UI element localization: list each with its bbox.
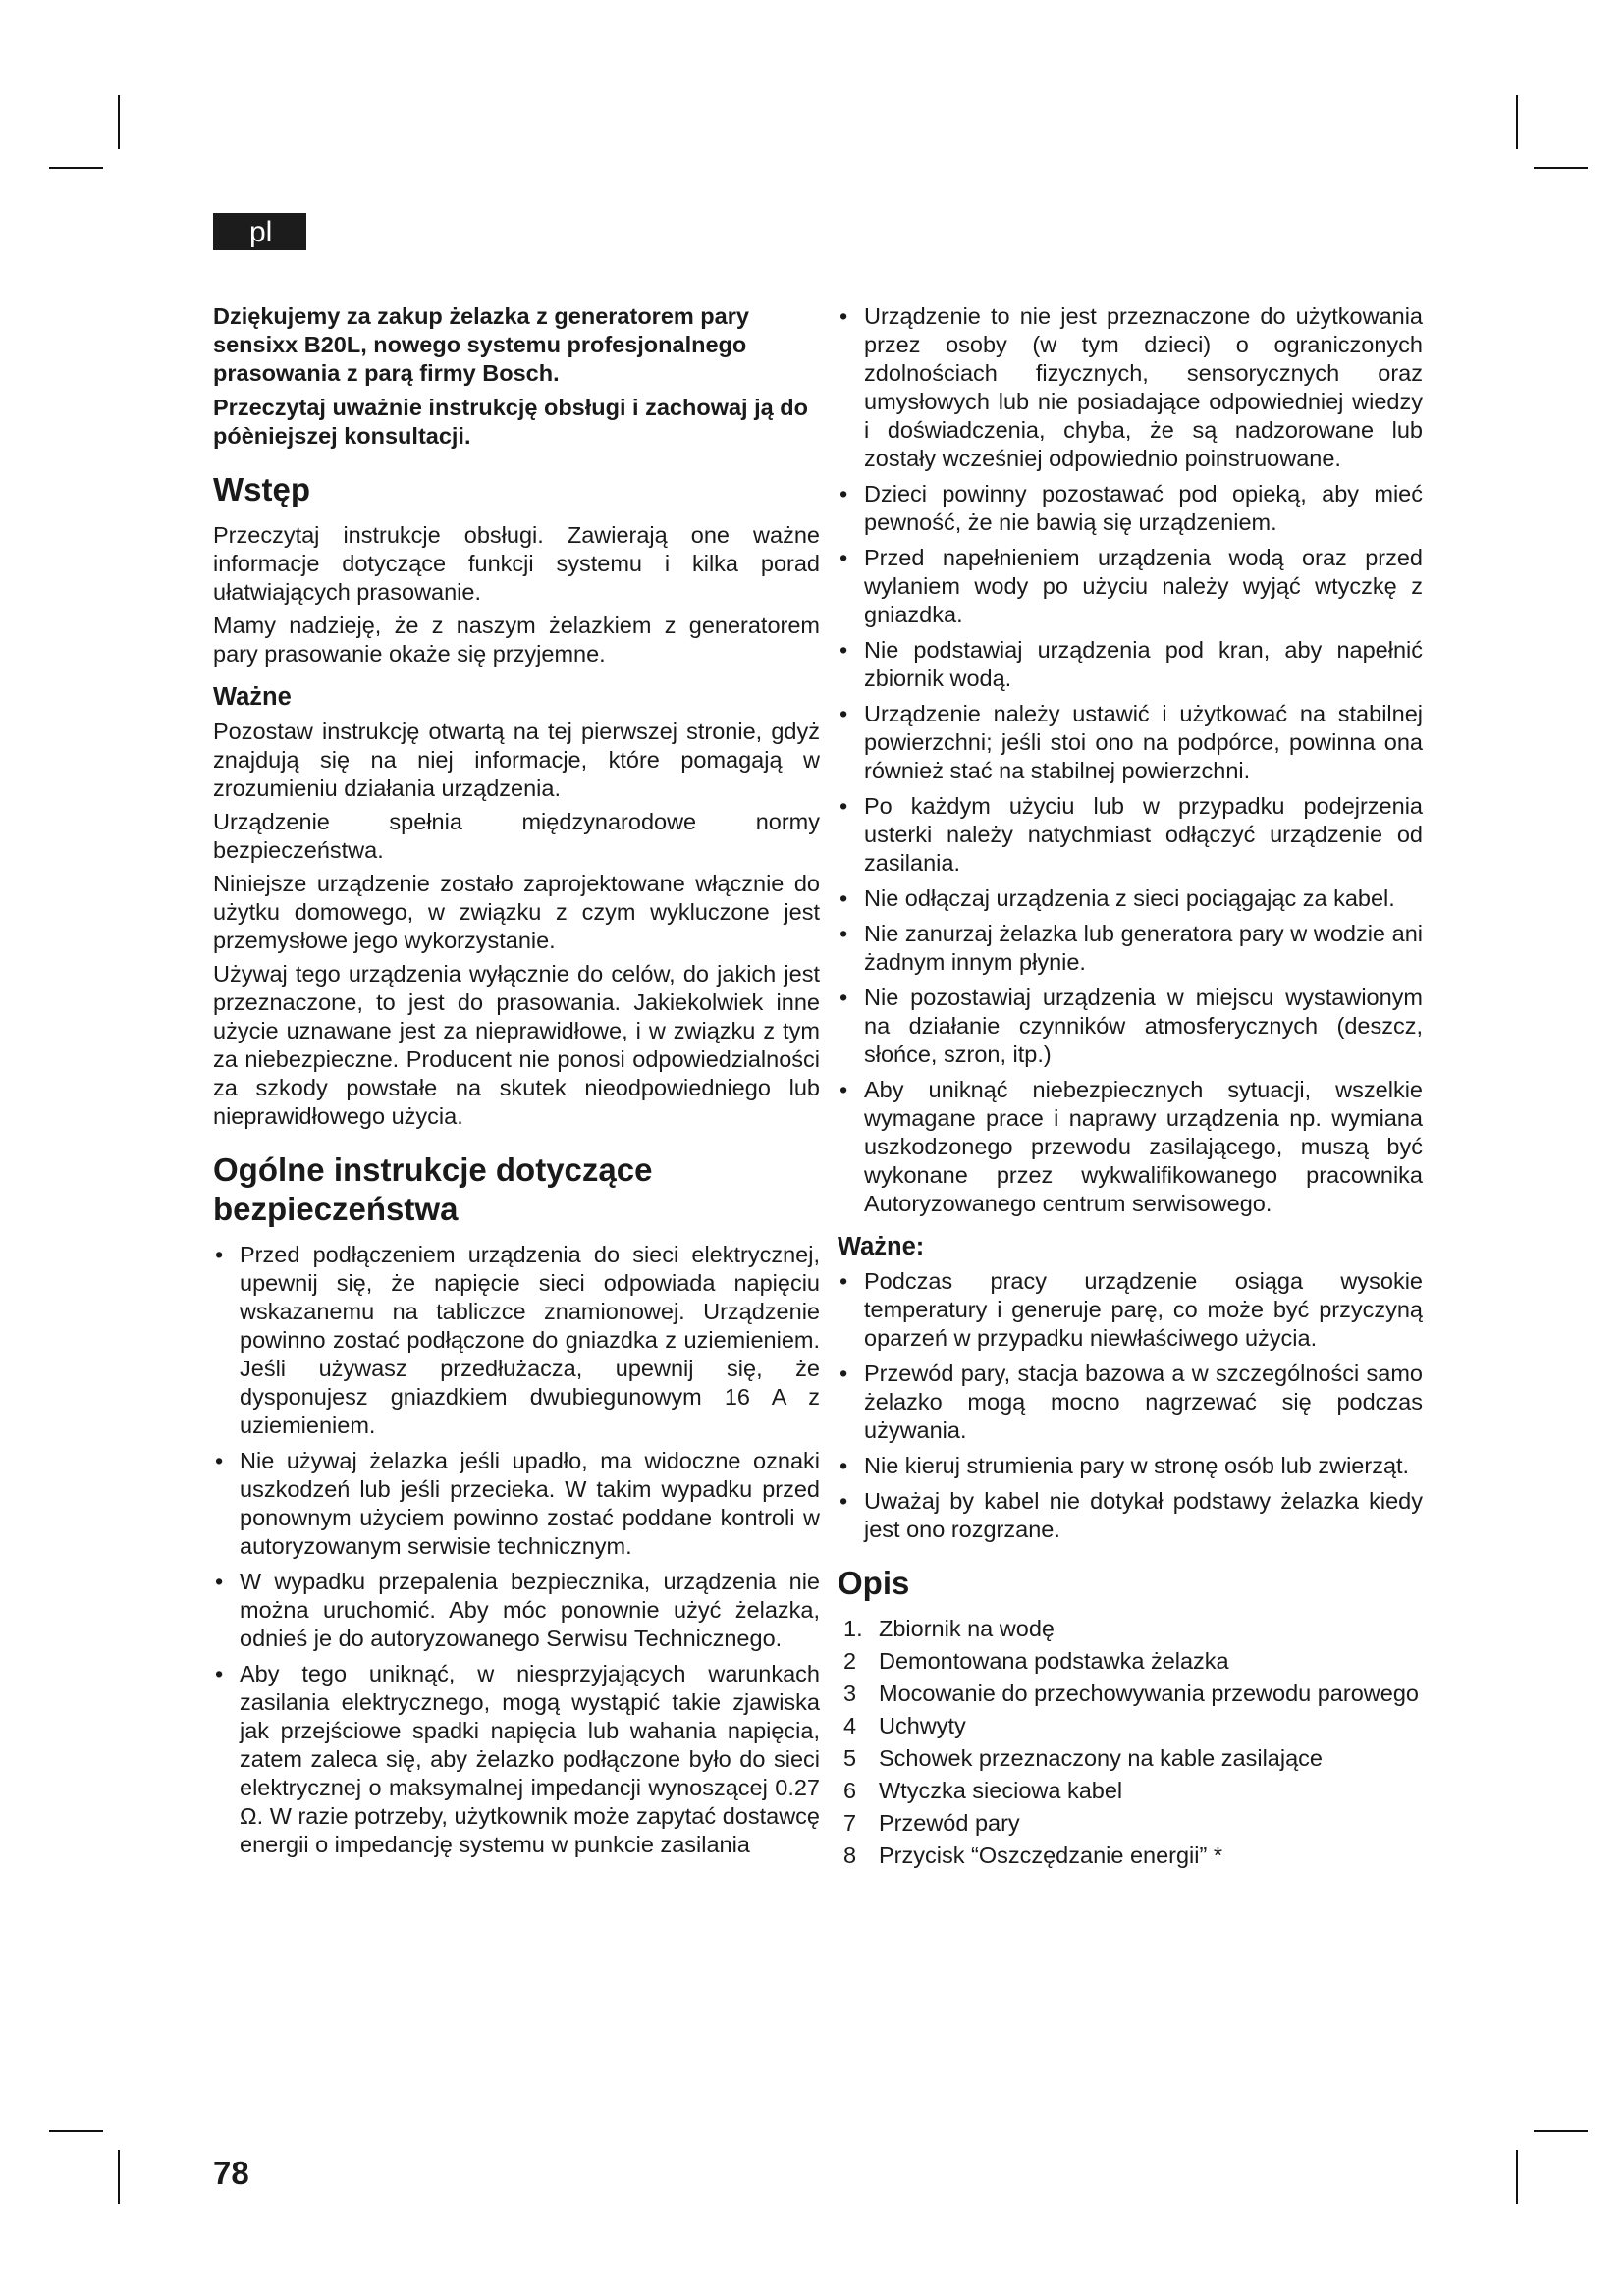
- section-heading-opis: Opis: [838, 1565, 910, 1601]
- crop-mark: [1534, 2130, 1588, 2132]
- right-column: [838, 302, 1423, 1874]
- parts-list-item: 1. Zbiornik na wodę: [843, 1616, 1055, 1641]
- wstep-paragraph: Mamy nadzieję, że z naszym żelazkiem z generatorem pary prasowanie okaże się przyjemne.: [213, 613, 820, 667]
- wazne-list: [838, 1267, 1423, 1544]
- bullet-icon: •: [215, 1448, 224, 1473]
- bullet-icon: •: [839, 545, 848, 570]
- bullet-icon: •: [839, 1077, 848, 1102]
- section-heading-wstep: Wstęp: [213, 471, 310, 507]
- wazne-paragraph: Urządzenie spełnia międzynarodowe normy bezpieczeństwa.: [213, 809, 820, 863]
- section-heading-safety: Ogólne instrukcje dotyczące bezpieczeństwa: [213, 1151, 653, 1227]
- list-item: • Nie podstawiaj urządzenia pod kran, aby napełnić zbiornik wodą.: [839, 637, 1423, 691]
- bullet-icon: •: [215, 1242, 224, 1267]
- wazne-paragraph: Pozostaw instrukcję otwartą na tej pierwszej stronie, gdyż znajdują się na niej informacje, które pomagają w zrozumieniu działania urządzenia.: [213, 719, 820, 801]
- crop-mark: [49, 167, 103, 169]
- intro-thanks: Dziękujemy za zakup żelazka z generatorem pary sensixx B20L, nowego systemu profesjonalnego prasowania z parą firmy Bosch.: [213, 303, 749, 386]
- bullet-icon: •: [215, 1569, 224, 1594]
- left-column: [213, 302, 820, 1866]
- crop-mark: [1516, 95, 1518, 149]
- page-number: 78: [213, 2155, 249, 2191]
- language-tab: pl: [213, 213, 306, 250]
- parts-list-item: 7 Przewód pary: [843, 1810, 1020, 1836]
- list-item: • Przed napełnieniem urządzenia wodą oraz przed wylaniem wody po użyciu należy wyjąć wtyczkę z gniazdka.: [839, 545, 1423, 627]
- list-item: • Przewód pary, stacja bazowa a w szczególności samo żelazko mogą mocno nagrzewać się podczas używania.: [839, 1361, 1423, 1443]
- subheading-wazne-2: Ważne:: [838, 1233, 925, 1260]
- list-item: • Nie pozostawiaj urządzenia w miejscu wystawionym na działanie czynników atmosferycznych (deszcz, słońce, szron, itp.): [839, 985, 1423, 1067]
- list-item: • Urządzenie to nie jest przeznaczone do użytkowania przez osoby (w tym dzieci) o ograniczonych zdolnościach fizycznych, sensorycznych oraz umysłowych lub nie posiadające odpowiedniej wiedzy i doświadczenia, chyba, że są nadzorowane lub zostały wcześniej odpowiednio poinstruowane.: [839, 303, 1423, 471]
- parts-list-item: 5 Schowek przeznaczony na kable zasilające: [843, 1745, 1323, 1771]
- bullet-icon: •: [839, 885, 848, 911]
- list-item: • Podczas pracy urządzenie osiąga wysokie temperatury i generuje parę, co może być przyczyną oparzeń w przypadku niewłaściwego użycia.: [839, 1268, 1423, 1351]
- bullet-icon: •: [215, 1661, 224, 1686]
- bullet-icon: •: [839, 1268, 848, 1294]
- parts-list-item: 3 Mocowanie do przechowywania przewodu parowego: [843, 1681, 1419, 1706]
- parts-list-item: 8 Przycisk “Oszczędzanie energii” *: [843, 1842, 1222, 1868]
- wazne-paragraph: Niniejsze urządzenie zostało zaprojektowane włącznie do użytku domowego, w związku z czym wykluczone jest przemysłowe jego wykorzystanie.: [213, 871, 820, 953]
- list-item: • Po każdym użyciu lub w przypadku podejrzenia usterki należy natychmiast odłączyć urządzenie od zasilania.: [839, 793, 1423, 876]
- parts-list-item: 4 Uchwyty: [843, 1713, 966, 1738]
- list-item: • Aby tego uniknąć, w niesprzyjających warunkach zasilania elektrycznego, mogą wystąpić takie zjawiska jak przejściowe spadki napięcia lub wahania napięcia, zatem zaleca się, aby żelazko podłączone było do sieci elektrycznej o maksymalnej impedancji wynoszącej 0.27 Ω. W razie potrzeby, użytkownik może zapytać dostawcę energii o impedancję systemu w punkcie zasilania: [215, 1661, 820, 1857]
- bullet-icon: •: [839, 637, 848, 663]
- crop-mark: [1534, 167, 1588, 169]
- bullet-icon: •: [839, 1453, 848, 1478]
- bullet-icon: •: [839, 481, 848, 507]
- list-item: • Aby uniknąć niebezpiecznych sytuacji, wszelkie wymagane prace i naprawy urządzenia np. wymiana uszkodzonego przewodu zasilającego, muszą być wykonane przez wykwalifikowanego pracownika Autoryzowanego centrum serwisowego.: [839, 1077, 1423, 1216]
- wstep-paragraph: Przeczytaj instrukcje obsługi. Zawierają one ważne informacje dotyczące funkcji systemu i kilka porad ułatwiających prasowanie.: [213, 522, 820, 605]
- list-item: • Nie używaj żelazka jeśli upadło, ma widoczne oznaki uszkodzeń lub jeśli przecieka. W takim wypadku przed ponownym użyciem powinno zostać poddane kontroli w autoryzowanym serwisie technicznym.: [215, 1448, 820, 1559]
- list-item: • W wypadku przepalenia bezpiecznika, urządzenia nie można uruchomić. Aby móc ponownie użyć żelazka, odnieś je do autoryzowanego Serwisu Technicznego.: [215, 1569, 820, 1651]
- list-item: • Nie kieruj strumienia pary w stronę osób lub zwierząt.: [839, 1453, 1410, 1478]
- parts-list: [838, 1615, 1423, 1870]
- list-item: • Uważaj by kabel nie dotykał podstawy żelazka kiedy jest ono rozgrzane.: [839, 1488, 1423, 1542]
- bullet-icon: •: [839, 985, 848, 1010]
- crop-mark: [49, 2130, 103, 2132]
- bullet-icon: •: [839, 1361, 848, 1386]
- crop-mark: [118, 95, 120, 149]
- list-item: • Przed podłączeniem urządzenia do sieci elektrycznej, upewnij się, że napięcie sieci odpowiada napięciu wskazanemu na tabliczce znamionowej. Urządzenie powinno zostać podłączone do gniazdka z uziemieniem. Jeśli używasz przedłużacza, upewnij się, że dysponujesz gniazdkiem dwubiegunowym 16 A z uziemieniem.: [215, 1242, 820, 1438]
- list-item: • Nie odłączaj urządzenia z sieci pociągając za kabel.: [839, 885, 1395, 911]
- subheading-wazne: Ważne: [213, 683, 292, 711]
- bullet-icon: •: [839, 701, 848, 726]
- parts-list-item: 2 Demontowana podstawka żelazka: [843, 1648, 1229, 1674]
- list-item: • Dzieci powinny pozostawać pod opieką, aby mieć pewność, że nie bawią się urządzeniem.: [839, 481, 1423, 535]
- crop-mark: [1516, 2150, 1518, 2204]
- safety-list: [213, 1241, 820, 1859]
- safety-list-continued: [838, 302, 1423, 1218]
- list-item: • Nie zanurzaj żelazka lub generatora pary w wodzie ani żadnym innym płynie.: [839, 921, 1423, 975]
- bullet-icon: •: [839, 303, 848, 329]
- bullet-icon: •: [839, 793, 848, 819]
- bullet-icon: •: [839, 1488, 848, 1514]
- wazne-paragraph: Używaj tego urządzenia wyłącznie do celów, do jakich jest przeznaczone, to jest do prasowania. Jakiekolwiek inne użycie uznawane jest za nieprawidłowe, i w związku z tym za niebezpieczne. Producent nie ponosi odpowiedzialności za szkody powstałe na skutek nieodpowiedniego lub nieprawidłowego użycia.: [213, 961, 820, 1129]
- parts-list-item: 6 Wtyczka sieciowa kabel: [843, 1778, 1123, 1803]
- bullet-icon: •: [839, 921, 848, 946]
- list-item: • Urządzenie należy ustawić i użytkować na stabilnej powierzchni; jeśli stoi ono na podpórce, powinna ona również stać na stabilnej powierzchni.: [839, 701, 1423, 783]
- crop-mark: [118, 2150, 120, 2204]
- intro-read-instructions: Przeczytaj uważnie instrukcję obsługi i zachowaj ją do póèniejszej konsultacji.: [213, 395, 808, 449]
